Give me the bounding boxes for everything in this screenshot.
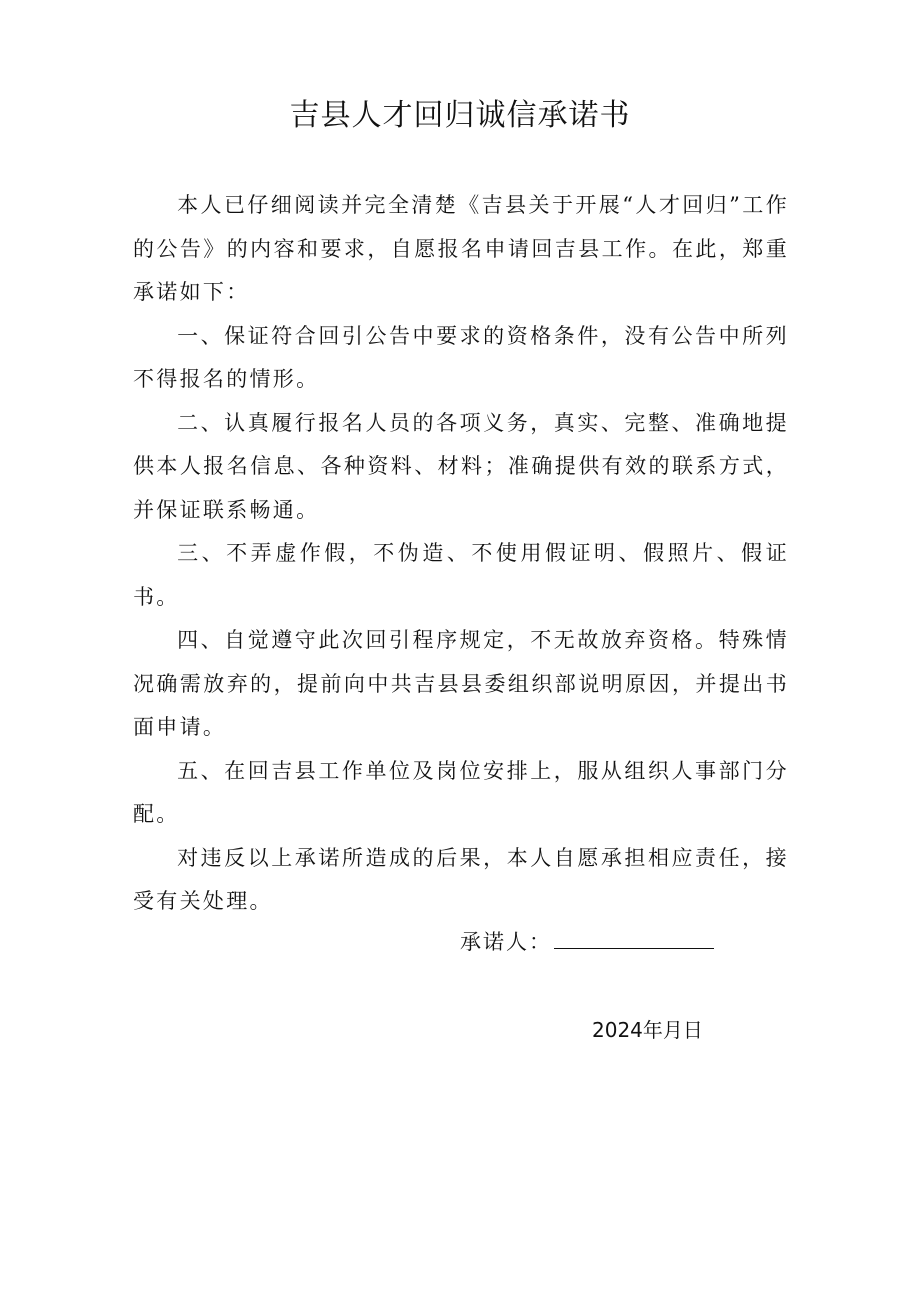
document-body — [133, 184, 789, 924]
signer-label: 承诺人： — [460, 930, 552, 954]
commitment-item-5: 五、在回吉县工作单位及岗位安排上，服从组织人事部门分配。 — [133, 758, 789, 826]
document-title: 吉县人才回归诚信承诺书 — [289, 98, 631, 133]
signature-line — [554, 924, 714, 949]
intro-paragraph: 本人已仔细阅读并完全清楚《吉县关于开展“人才回归”工作的公告》的内容和要求，自愿报名申请回吉县工作。在此，郑重承诺如下： — [133, 193, 789, 304]
document-date: 2024年月日 — [592, 1018, 703, 1042]
commitment-item-1: 一、保证符合回引公告中要求的资格条件，没有公告中所列不得报名的情形。 — [133, 323, 789, 391]
closing-paragraph: 对违反以上承诺所造成的后果，本人自愿承担相应责任，接受有关处理。 — [133, 845, 789, 913]
commitment-item-4: 四、自觉遵守此次回引程序规定，不无故放弃资格。特殊情况确需放弃的，提前向中共吉县县委组织部说明原因，并提出书面申请。 — [133, 628, 789, 739]
commitment-item-3: 三、不弄虚作假，不伪造、不使用假证明、假照片、假证书。 — [133, 541, 789, 609]
signature-block — [460, 924, 714, 959]
commitment-item-2: 二、认真履行报名人员的各项义务，真实、完整、准确地提供本人报名信息、各种资料、材料；准确提供有效的联系方式，并保证联系畅通。 — [133, 410, 789, 522]
